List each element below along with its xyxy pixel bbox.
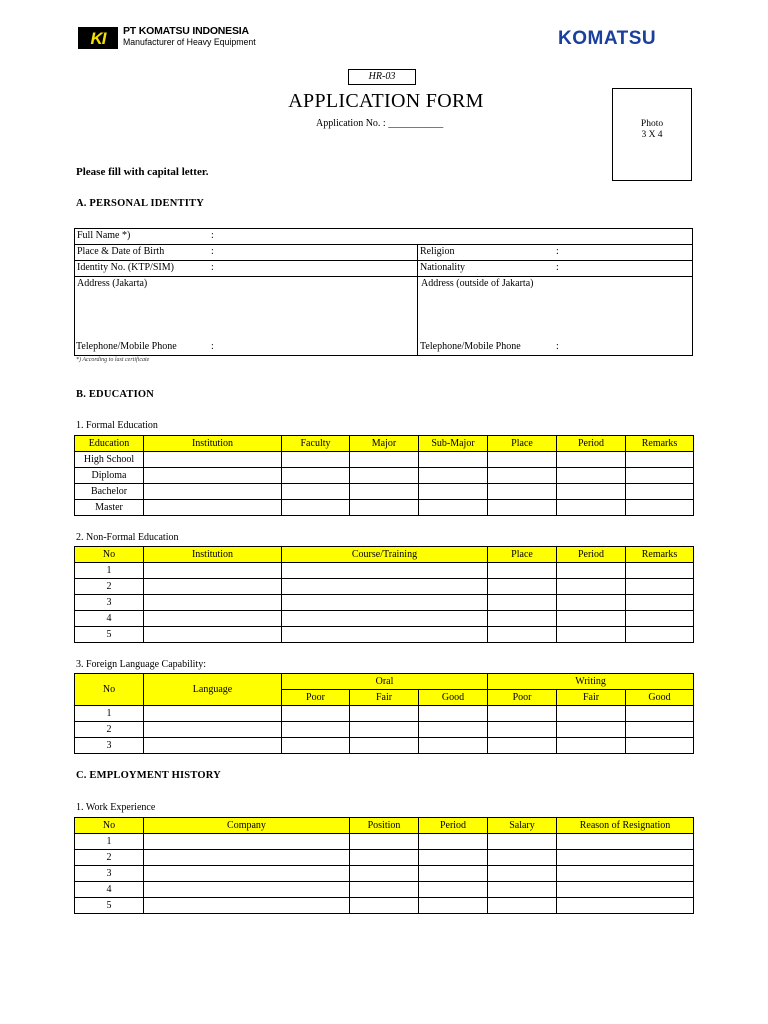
table-row — [75, 611, 694, 627]
input-cell[interactable] — [282, 563, 488, 579]
phone-right-label: Telephone/Mobile Phone — [420, 341, 521, 352]
input-cell[interactable] — [557, 866, 694, 882]
company-tagline: Manufacturer of Heavy Equipment — [123, 37, 256, 48]
address-outside-label: Address (outside of Jakarta) — [421, 278, 534, 289]
input-cell[interactable] — [626, 722, 694, 738]
input-cell[interactable] — [626, 627, 694, 643]
input-cell[interactable] — [488, 500, 557, 516]
work-experience-title: 1. Work Experience — [76, 802, 156, 813]
phone-left-label: Telephone/Mobile Phone — [76, 341, 177, 352]
input-cell[interactable] — [626, 452, 694, 468]
header-remarks: Remarks — [626, 436, 694, 452]
input-cell[interactable] — [350, 500, 419, 516]
education-level: Diploma — [75, 468, 144, 484]
section-education-title: B. EDUCATION — [76, 389, 155, 400]
input-cell[interactable] — [488, 738, 557, 754]
header-reason-of-resignation: Reason of Resignation — [557, 818, 694, 834]
input-cell[interactable] — [626, 595, 694, 611]
input-cell[interactable] — [557, 611, 626, 627]
input-cell[interactable] — [488, 722, 557, 738]
non-formal-education-title: 2. Non-Formal Education — [76, 532, 179, 543]
instruction-text: Please fill with capital letter. — [76, 166, 209, 178]
input-cell[interactable] — [488, 898, 557, 914]
input-cell[interactable] — [282, 468, 350, 484]
komatsu-indonesia-logo — [78, 27, 118, 49]
input-cell[interactable] — [419, 738, 488, 754]
input-cell[interactable] — [626, 579, 694, 595]
komatsu-brand-logo: KOMATSU — [558, 28, 657, 49]
input-cell[interactable] — [557, 706, 626, 722]
header-course-training: Course/Training — [282, 547, 488, 563]
input-cell[interactable] — [419, 834, 488, 850]
table-row — [75, 834, 694, 850]
header-no: No — [75, 674, 144, 706]
input-cell[interactable] — [282, 595, 488, 611]
input-cell[interactable] — [144, 738, 282, 754]
place-dob-label: Place & Date of Birth — [77, 246, 165, 257]
input-cell[interactable] — [350, 882, 419, 898]
row-number: 4 — [75, 882, 144, 898]
header-remarks: Remarks — [626, 547, 694, 563]
input-cell[interactable] — [144, 611, 282, 627]
input-cell[interactable] — [626, 563, 694, 579]
input-cell[interactable] — [350, 484, 419, 500]
input-cell[interactable] — [557, 563, 626, 579]
header-position: Position — [350, 818, 419, 834]
header-writing-good: Good — [626, 690, 694, 706]
input-cell[interactable] — [144, 452, 282, 468]
full-name-field[interactable]: : — [211, 230, 214, 241]
input-cell[interactable] — [557, 738, 626, 754]
input-cell[interactable] — [144, 706, 282, 722]
input-cell[interactable] — [488, 611, 557, 627]
input-cell[interactable] — [419, 484, 488, 500]
input-cell[interactable] — [626, 738, 694, 754]
input-cell[interactable] — [350, 834, 419, 850]
input-cell[interactable] — [144, 500, 282, 516]
header-no: No — [75, 818, 144, 834]
row-number: 1 — [75, 706, 144, 722]
input-cell[interactable] — [144, 563, 282, 579]
table-row — [75, 595, 694, 611]
education-level: Bachelor — [75, 484, 144, 500]
input-cell[interactable] — [488, 866, 557, 882]
column-divider — [417, 244, 418, 355]
input-cell[interactable] — [488, 579, 557, 595]
row-number: 1 — [75, 563, 144, 579]
identity-no-label: Identity No. (KTP/SIM) — [77, 262, 174, 273]
table-row — [75, 627, 694, 643]
header-institution: Institution — [144, 547, 282, 563]
input-cell[interactable] — [350, 898, 419, 914]
company-name: PT KOMATSU INDONESIA — [123, 25, 249, 37]
table-row — [75, 563, 694, 579]
header-oral-good: Good — [419, 690, 488, 706]
row-number: 5 — [75, 627, 144, 643]
input-cell[interactable] — [488, 834, 557, 850]
input-cell[interactable] — [557, 722, 626, 738]
footnote: *) According to last certificate — [76, 357, 150, 363]
nationality-field[interactable]: : — [556, 262, 559, 273]
section-employment-history-title: C. EMPLOYMENT HISTORY — [76, 770, 221, 781]
input-cell[interactable] — [144, 595, 282, 611]
input-cell[interactable] — [144, 722, 282, 738]
full-name-label: Full Name *) — [77, 230, 131, 241]
input-cell[interactable] — [282, 484, 350, 500]
header-salary: Salary — [488, 818, 557, 834]
input-cell[interactable] — [144, 627, 282, 643]
input-cell[interactable] — [488, 563, 557, 579]
input-cell[interactable] — [626, 500, 694, 516]
input-cell[interactable] — [626, 611, 694, 627]
nationality-label: Nationality — [420, 262, 465, 273]
input-cell[interactable] — [419, 850, 488, 866]
input-cell[interactable] — [282, 706, 350, 722]
input-cell[interactable] — [488, 595, 557, 611]
header-period: Period — [557, 547, 626, 563]
input-cell[interactable] — [144, 468, 282, 484]
header-period: Period — [419, 818, 488, 834]
input-cell[interactable] — [557, 850, 694, 866]
header-place: Place — [488, 436, 557, 452]
input-cell[interactable] — [282, 738, 350, 754]
row-number: 2 — [75, 850, 144, 866]
input-cell[interactable] — [419, 898, 488, 914]
input-cell[interactable] — [557, 500, 626, 516]
input-cell[interactable] — [419, 468, 488, 484]
row-divider — [75, 276, 692, 277]
header-oral: Oral — [282, 674, 488, 690]
row-number: 4 — [75, 611, 144, 627]
input-cell[interactable] — [350, 738, 419, 754]
input-cell[interactable] — [488, 706, 557, 722]
input-cell[interactable] — [419, 452, 488, 468]
header-language: Language — [144, 674, 282, 706]
input-cell[interactable] — [350, 850, 419, 866]
row-divider — [75, 260, 692, 261]
section-personal-identity-title: A. PERSONAL IDENTITY — [76, 198, 204, 209]
table-header-row — [75, 436, 694, 452]
input-cell[interactable] — [144, 484, 282, 500]
input-cell[interactable] — [557, 452, 626, 468]
table-row — [75, 850, 694, 866]
input-cell[interactable] — [350, 866, 419, 882]
input-cell[interactable] — [557, 882, 694, 898]
input-cell[interactable] — [282, 627, 488, 643]
table-row — [75, 706, 694, 722]
photo-label: Photo — [640, 119, 664, 129]
row-number: 5 — [75, 898, 144, 914]
input-cell[interactable] — [144, 898, 350, 914]
input-cell[interactable] — [557, 834, 694, 850]
input-cell[interactable] — [350, 452, 419, 468]
phone-left-field[interactable]: : — [211, 341, 214, 352]
table-header-row — [75, 547, 694, 563]
input-cell[interactable] — [419, 706, 488, 722]
header-writing: Writing — [488, 674, 694, 690]
input-cell[interactable] — [350, 468, 419, 484]
input-cell[interactable] — [488, 627, 557, 643]
input-cell[interactable] — [557, 595, 626, 611]
table-row — [75, 722, 694, 738]
input-cell[interactable] — [282, 500, 350, 516]
input-cell[interactable] — [144, 850, 350, 866]
header-major: Major — [350, 436, 419, 452]
header-sub-major: Sub-Major — [419, 436, 488, 452]
input-cell[interactable] — [419, 882, 488, 898]
input-cell[interactable] — [557, 468, 626, 484]
input-cell[interactable] — [557, 898, 694, 914]
language-capability-table — [74, 673, 694, 754]
row-number: 2 — [75, 722, 144, 738]
table-row — [75, 468, 694, 484]
non-formal-education-table — [74, 546, 694, 643]
input-cell[interactable] — [144, 882, 350, 898]
row-number: 3 — [75, 866, 144, 882]
table-row — [75, 898, 694, 914]
input-cell[interactable] — [144, 866, 350, 882]
religion-field[interactable]: : — [556, 246, 559, 257]
input-cell[interactable] — [282, 579, 488, 595]
header-place: Place — [488, 547, 557, 563]
row-number: 1 — [75, 834, 144, 850]
photo-size: 3 X 4 — [641, 130, 663, 140]
application-number-field[interactable]: Application No. : ___________ — [316, 118, 444, 129]
language-capability-title: 3. Foreign Language Capability: — [76, 659, 206, 670]
address-jakarta-label: Address (Jakarta) — [77, 278, 148, 289]
input-cell[interactable] — [350, 722, 419, 738]
table-row — [75, 500, 694, 516]
input-cell[interactable] — [626, 468, 694, 484]
table-row — [75, 738, 694, 754]
formal-education-title: 1. Formal Education — [76, 420, 158, 431]
input-cell[interactable] — [557, 627, 626, 643]
input-cell[interactable] — [488, 850, 557, 866]
header-period: Period — [557, 436, 626, 452]
education-level: High School — [75, 452, 144, 468]
table-row — [75, 866, 694, 882]
header-institution: Institution — [144, 436, 282, 452]
input-cell[interactable] — [144, 579, 282, 595]
header-oral-fair: Fair — [350, 690, 419, 706]
input-cell[interactable] — [488, 882, 557, 898]
table-row — [75, 452, 694, 468]
input-cell[interactable] — [488, 468, 557, 484]
page-title: APPLICATION FORM — [288, 90, 484, 112]
table-row — [75, 882, 694, 898]
row-divider — [75, 244, 692, 245]
header-faculty: Faculty — [282, 436, 350, 452]
religion-label: Religion — [420, 246, 455, 257]
place-dob-field[interactable]: : — [211, 246, 214, 257]
header-writing-fair: Fair — [557, 690, 626, 706]
logo-text: KI — [90, 28, 106, 48]
work-experience-table — [74, 817, 694, 914]
input-cell[interactable] — [626, 706, 694, 722]
input-cell[interactable] — [419, 722, 488, 738]
header-oral-poor: Poor — [282, 690, 350, 706]
row-number: 3 — [75, 595, 144, 611]
formal-education-table — [74, 435, 694, 516]
input-cell[interactable] — [419, 500, 488, 516]
input-cell[interactable] — [488, 484, 557, 500]
row-number: 3 — [75, 738, 144, 754]
phone-right-field[interactable]: : — [556, 341, 559, 352]
table-header-row — [75, 674, 694, 690]
table-row — [75, 579, 694, 595]
table-header-row — [75, 818, 694, 834]
header-writing-poor: Poor — [488, 690, 557, 706]
header-no: No — [75, 547, 144, 563]
input-cell[interactable] — [350, 706, 419, 722]
input-cell[interactable] — [557, 579, 626, 595]
input-cell[interactable] — [488, 452, 557, 468]
photo-box[interactable] — [612, 88, 692, 181]
input-cell[interactable] — [282, 452, 350, 468]
header-company: Company — [144, 818, 350, 834]
identity-no-field[interactable]: : — [211, 262, 214, 273]
table-row — [75, 484, 694, 500]
input-cell[interactable] — [282, 611, 488, 627]
row-number: 2 — [75, 579, 144, 595]
form-code: HR-03 — [348, 69, 416, 85]
education-level: Master — [75, 500, 144, 516]
input-cell[interactable] — [282, 722, 350, 738]
input-cell[interactable] — [144, 834, 350, 850]
input-cell[interactable] — [557, 484, 626, 500]
personal-identity-table — [74, 228, 693, 356]
input-cell[interactable] — [419, 866, 488, 882]
header-education: Education — [75, 436, 144, 452]
input-cell[interactable] — [626, 484, 694, 500]
